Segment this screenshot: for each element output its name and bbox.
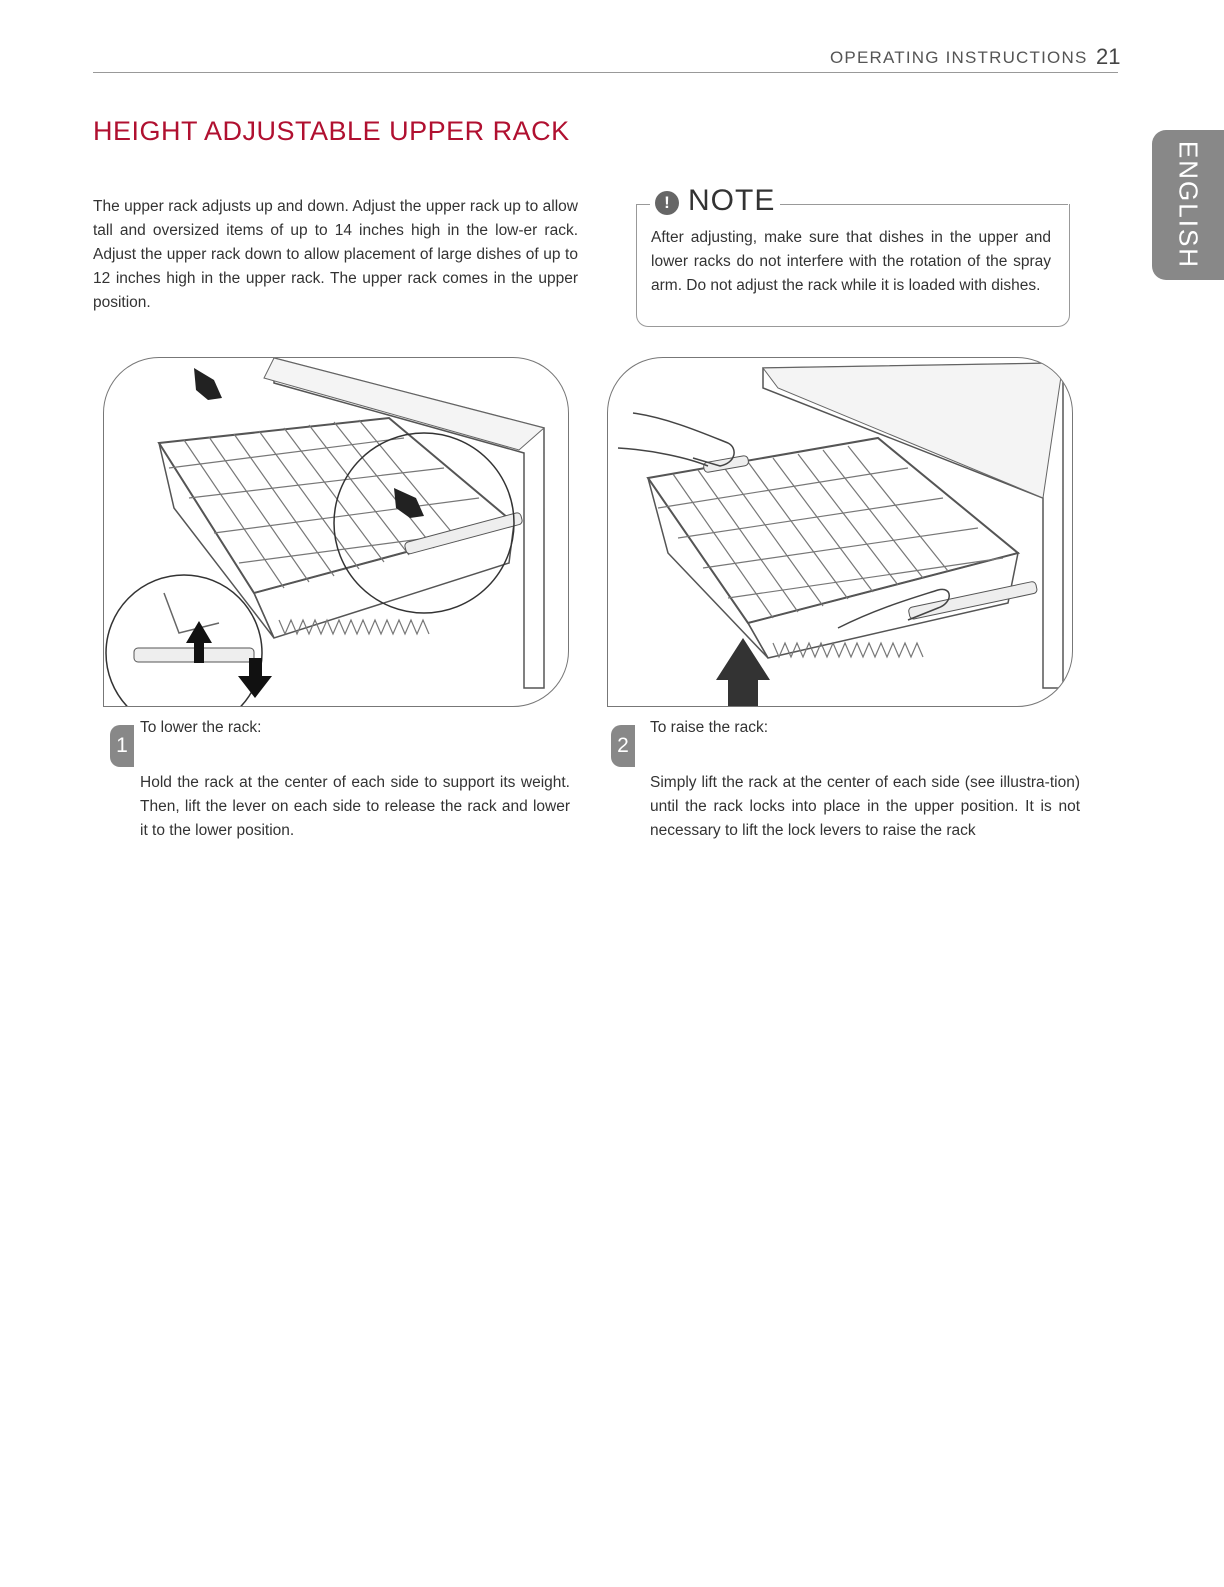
page-number: 21 bbox=[1096, 44, 1121, 69]
raise-rack-drawing bbox=[608, 358, 1072, 706]
step-2-badge: 2 bbox=[611, 725, 635, 767]
step-1-badge: 1 bbox=[110, 725, 134, 767]
lower-rack-illustration bbox=[103, 357, 569, 707]
raise-rack-illustration bbox=[607, 357, 1073, 707]
warning-icon: ! bbox=[655, 191, 679, 215]
step-1-body: Hold the rack at the center of each side to support its weight. Then, lift the lever on each side to release the rack and lower it to the lower position. bbox=[140, 774, 570, 839]
lower-rack-drawing bbox=[104, 358, 568, 706]
header-divider bbox=[93, 72, 1118, 73]
language-tab-label: ENGLISH bbox=[1173, 140, 1204, 270]
step-2-body: Simply lift the rack at the center of each side (see illustra-tion) until the rack locks into place in the upper position. It is not necessary to lift the lock levers to raise the rack bbox=[650, 774, 1080, 839]
step-1-title: To lower the rack: bbox=[140, 719, 262, 736]
page-title: HEIGHT ADJUSTABLE UPPER RACK bbox=[93, 116, 570, 146]
note-border-left bbox=[636, 204, 650, 205]
note-text: After adjusting, make sure that dishes in the upper and lower racks do not interfere with the rotation of the spray arm. Do not adjust the rack while it is loaded with dishes. bbox=[651, 229, 1051, 294]
step-2-title: To raise the rack: bbox=[650, 719, 769, 736]
header-section-title: OPERATING INSTRUCTIONS bbox=[830, 48, 1088, 67]
note-label: NOTE bbox=[688, 184, 776, 217]
note-border-right bbox=[780, 204, 1068, 205]
language-tab bbox=[1152, 130, 1224, 280]
intro-paragraph: The upper rack adjusts up and down. Adjust the upper rack up to allow tall and oversized items of up to 14 inches high in the low-er rack. Adjust the upper rack down to allow placement of large dishes of up to 12 inches high in the upper rack. The upper rack comes in the upper position. bbox=[93, 198, 578, 311]
